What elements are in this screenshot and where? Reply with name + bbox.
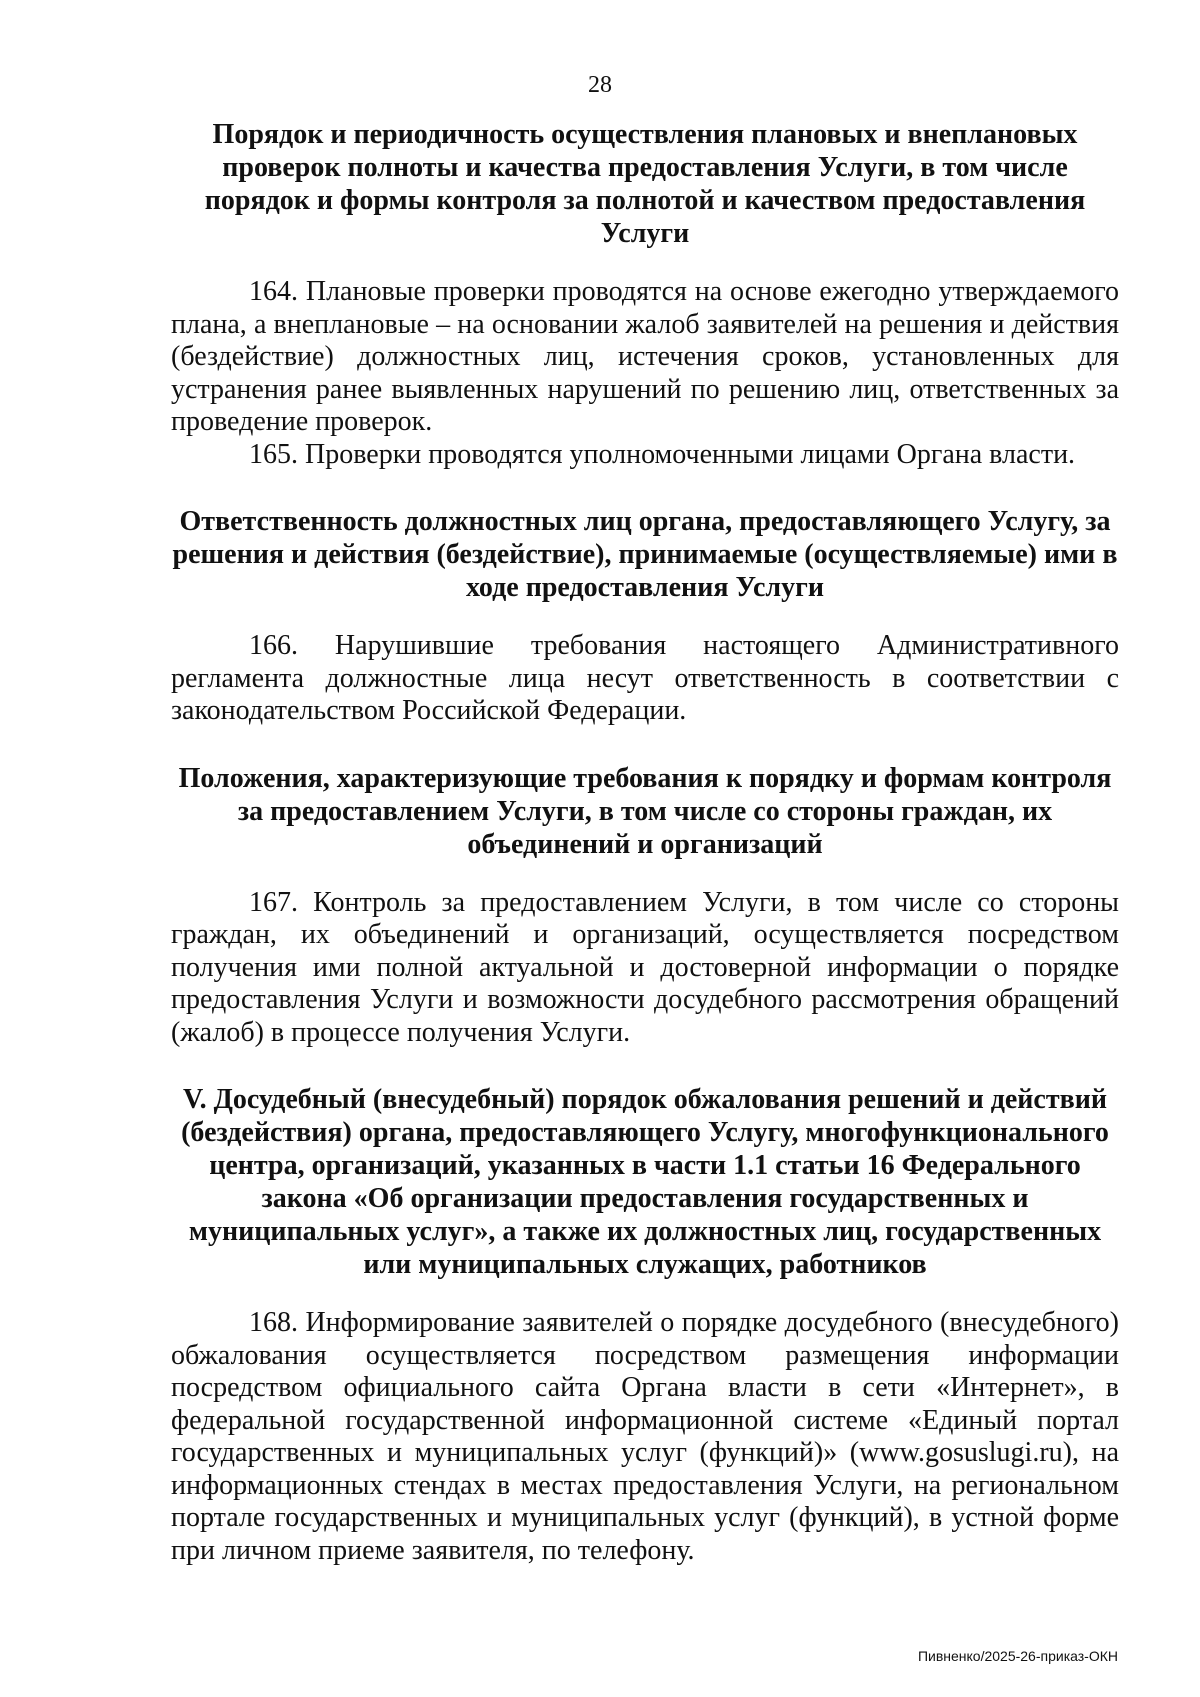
section-3: [171, 762, 1119, 1050]
section-4: [171, 1083, 1119, 1567]
section-heading: Ответственность должностных лиц органа, предоставляющего Услугу, за решения и действия (бездействие), принимаемые (осуществляемые) ими в ходе предоставления Услуги: [172, 506, 1118, 603]
page-number: 28: [588, 72, 612, 98]
paragraph-166: 166. Нарушившие требования настоящего Административного регламента должностные лица несут ответственность в соответствии с законодательством Российской Федерации.: [171, 630, 1119, 726]
section-heading: Положения, характеризующие требования к порядку и формам контроля за предоставлением Услуги, в том числе со стороны граждан, их объединений и организаций: [178, 762, 1112, 860]
paragraph-165: 165. Проверки проводятся уполномоченными лицами Органа власти.: [249, 438, 1076, 470]
section-heading: V. Досудебный (внесудебный) порядок обжалования решений и действий (бездействия) органа, предоставляющего Услугу, многофункционального центра, организаций, указанных в части 1.1 статьи 16 Федерального закона «Об организации предоставления государственных и муниципальных услуг», а также их должностных лиц, государственных или муниципальных служащих, работников: [181, 1084, 1109, 1280]
footer-reference: Пивненко/2025-26-приказ-ОКН: [917, 1648, 1118, 1664]
section-heading: Порядок и периодичность осуществления плановых и внеплановых проверок полноты и качества предоставления Услуги, в том числе порядок и формы контроля за полнотой и качеством предоставления Услуги: [204, 119, 1086, 249]
paragraph-167: 167. Контроль за предоставлением Услуги, в том числе со стороны граждан, их объединений и организаций, осуществляется посредством получения ими полной актуальной и достоверной информации о порядке предоставления Услуги и возможности досудебного рассмотрения обращений (жалоб) в процессе получения Услуги.: [171, 886, 1119, 1048]
document-body: [171, 118, 1119, 1567]
paragraph-164: 164. Плановые проверки проводятся на основе ежегодно утверждаемого плана, а внеплановые – на основании жалоб заявителей на решения и действия (бездействие) должностных лиц, истечения сроков, установленных для устранения ранее выявленных нарушений по решению лиц, ответственных за проведение проверок.: [171, 276, 1119, 437]
paragraph-168: 168. Информирование заявителей о порядке досудебного (внесудебного) обжалования осуществляется посредством размещения информации посредством официального сайта Органа власти в сети «Интернет», в федеральной государственной информационной системе «Единый портал государственных и муниципальных услуг (функций)» (www.gosuslugi.ru), на информационных стендах в местах предоставления Услуги, на региональном портале государственных и муниципальных услуг (функций), в устной форме при личном приеме заявителя, по телефону.: [171, 1307, 1119, 1566]
section-1: [171, 118, 1119, 471]
section-2: [171, 505, 1119, 728]
